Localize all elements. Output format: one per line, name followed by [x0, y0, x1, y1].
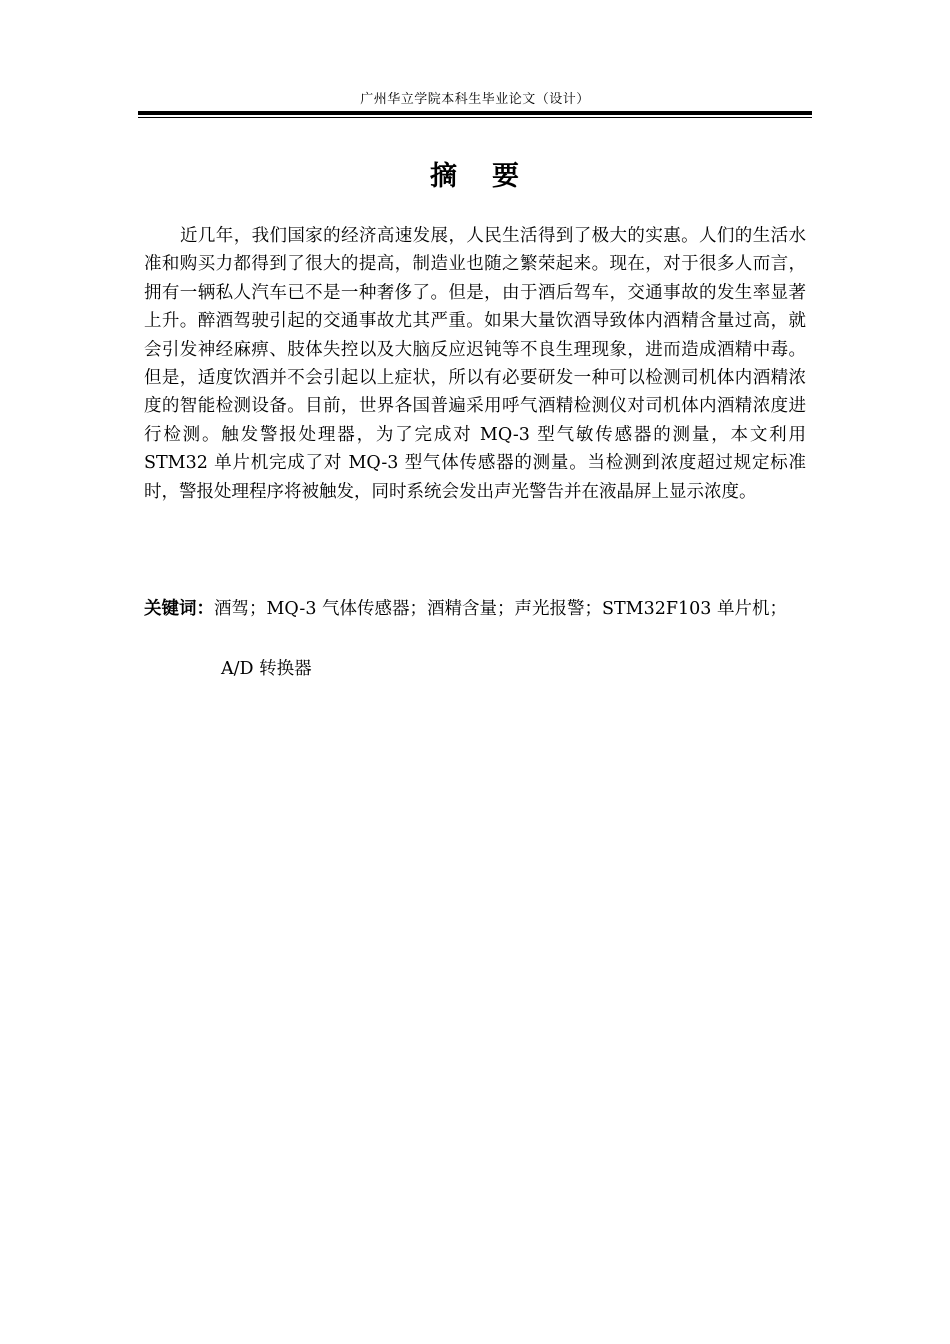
keywords-continuation: A/D 转换器	[221, 659, 312, 679]
keywords-text: 酒驾；MQ-3 气体传感器；酒精含量；声光报警；STM32F103 单片机；	[214, 599, 787, 619]
header-rule-thin	[138, 117, 812, 118]
keywords-line	[144, 596, 806, 622]
abstract-body: 近几年，我们国家的经济高速发展，人民生活得到了极大的实惠。人们的生活水准和购买力都得到了很大的提高，制造业也随之繁荣起来。现在，对于很多人而言，拥有一辆私人汽车已不是一种奢侈了。但是，由于酒后驾车，交通事故的发生率显著上升。醉酒驾驶引起的交通事故尤其严重。如果大量饮酒导致体内酒精含量过高，就会引发神经麻痹、肢体失控以及大脑反应迟钝等不良生理现象，进而造成酒精中毒。但是，适度饮酒并不会引起以上症状，所以有必要研发一种可以检测司机体内酒精浓度的智能检测设备。目前，世界各国普遍采用呼气酒精检测仪对司机体内酒精浓度进行检测。触发警报处理器，为了完成对 MQ-3 型气敏传感器的测量，本文利用 STM32 单片机完成了对 MQ-3 型气体传感器的测量。当检测到浓度超过规定标准时，警报处理程序将被触发，同时系统会发出声光警告并在液晶屏上显示浓度。	[144, 226, 806, 502]
abstract-title	[138, 154, 812, 193]
header-rule-thick	[138, 111, 812, 115]
abstract-title-left: 摘	[430, 161, 458, 192]
running-header: 广州华立学院本科生毕业论文（设计）	[360, 92, 590, 107]
keywords-label: 关键词：	[144, 599, 214, 619]
abstract-title-right: 要	[492, 161, 520, 192]
